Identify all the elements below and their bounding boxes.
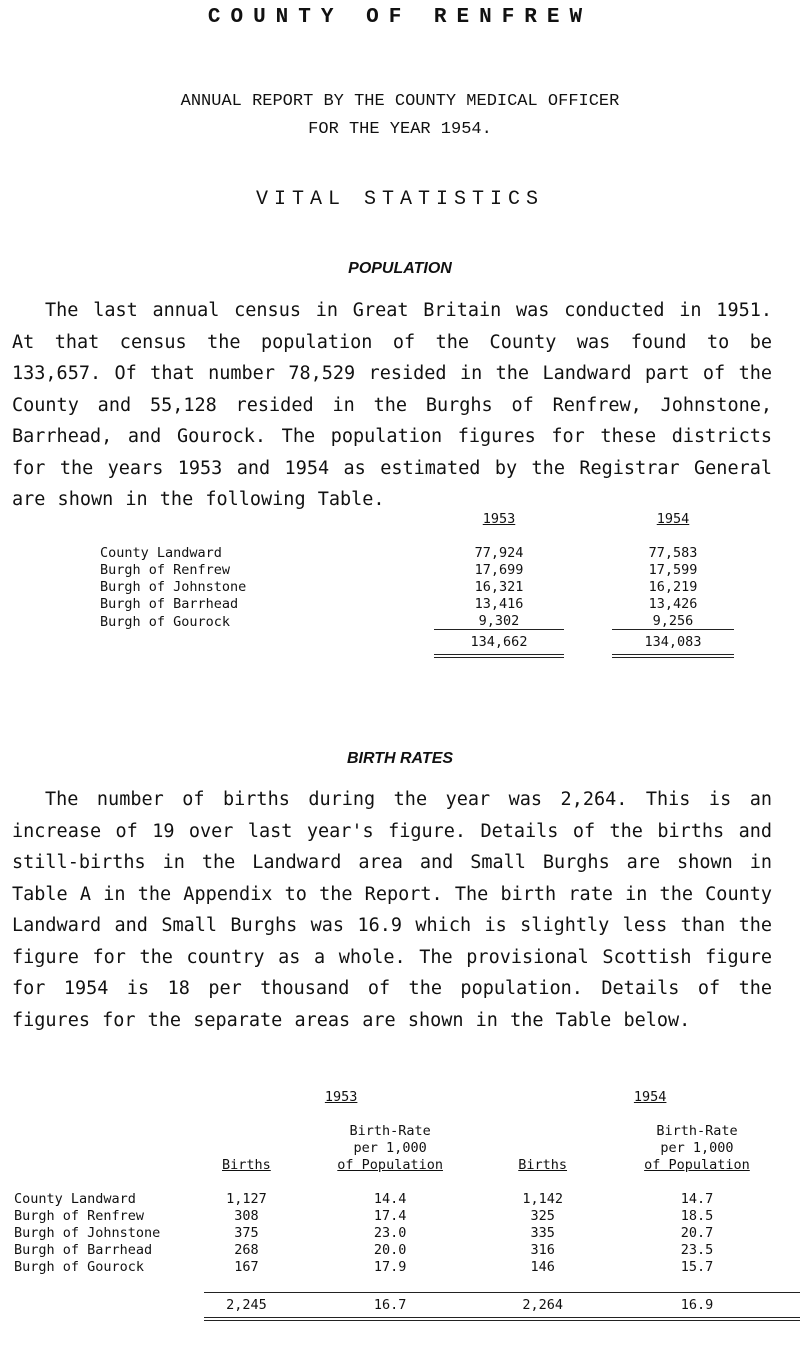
birth-area: Burgh of Johnstone [14, 1225, 161, 1241]
rate-1954: 14.7 [680, 1191, 714, 1207]
rate-1953: 23.0 [373, 1225, 407, 1241]
rate-header-line2-1954: per 1,000 [660, 1140, 734, 1156]
pop-area: County Landward [100, 545, 222, 561]
table-row [100, 595, 734, 612]
rate-1953: 20.0 [373, 1242, 407, 1258]
births-1953: 375 [234, 1225, 259, 1241]
report-title [0, 88, 800, 144]
rate-1953: 14.4 [373, 1191, 407, 1207]
births-1953: 308 [234, 1208, 259, 1224]
rate-header-line1-1953: Birth-Rate [349, 1123, 431, 1139]
population-paragraph: The last annual census in Great Britain was conducted in 1951. At that census the population of the County was found to be 133,657. Of that number 78,529 resided in the Landward part of the County and 55,128 resided in the Burghs of Renfrew, Johnstone, Barrhead, and Gourock. The population figures for these districts for the years 1953 and 1954 as estimated by the Registrar General are shown in the following Table. [12, 300, 772, 510]
birth-area: Burgh of Barrhead [14, 1242, 153, 1258]
table-row [100, 578, 734, 595]
rate-total-1954: 16.9 [594, 1293, 800, 1320]
pop-total-1954: 134,083 [612, 630, 734, 657]
pop-value-1953: 77,924 [474, 545, 524, 561]
pop-value-1954: 16,219 [648, 579, 698, 595]
table-row [14, 1258, 800, 1275]
births-1954: 146 [530, 1259, 555, 1275]
pop-value-1954: 77,583 [648, 545, 698, 561]
table-row [14, 1190, 800, 1207]
pop-area: Burgh of Renfrew [100, 562, 231, 578]
table-row [100, 561, 734, 578]
table-row [14, 1241, 800, 1258]
rate-1953: 17.9 [373, 1259, 407, 1275]
report-title-line2: FOR THE YEAR 1954. [308, 120, 492, 139]
rate-header-line2-1953: per 1,000 [353, 1140, 427, 1156]
births-1953: 268 [234, 1242, 259, 1258]
births-total-1953: 2,245 [204, 1293, 289, 1320]
table-row [14, 1207, 800, 1224]
pop-value-1953: 9,302 [478, 613, 520, 629]
rate-1954: 20.7 [680, 1225, 714, 1241]
pop-value-1953: 13,416 [474, 596, 524, 612]
county-title: COUNTY OF RENFREW [207, 6, 593, 29]
rate-header-line1-1954: Birth-Rate [656, 1123, 738, 1139]
rate-1953: 17.4 [373, 1208, 407, 1224]
birth-rates-heading: BIRTH RATES [346, 750, 454, 767]
pop-value-1954: 13,426 [648, 596, 698, 612]
births-total-1954: 2,264 [491, 1293, 594, 1320]
births-1954: 1,142 [522, 1191, 563, 1207]
births-header-1954: Births [518, 1157, 568, 1173]
pop-value-1953: 17,699 [474, 562, 524, 578]
pop-value-1954: 17,599 [648, 562, 698, 578]
births-1954: 335 [530, 1225, 555, 1241]
pop-value-1954: 9,256 [652, 613, 694, 629]
pop-area: Burgh of Gourock [100, 613, 231, 630]
births-1953: 1,127 [226, 1191, 267, 1207]
report-title-line1: ANNUAL REPORT BY THE COUNTY MEDICAL OFFICER [180, 92, 620, 111]
table-row [100, 612, 734, 630]
rate-1954: 18.5 [680, 1208, 714, 1224]
births-1953: 167 [234, 1259, 259, 1275]
pop-area: Burgh of Barrhead [100, 596, 239, 612]
births-header-1953: Births [222, 1157, 271, 1173]
birth-area: Burgh of Gourock [14, 1259, 145, 1275]
rate-1954: 15.7 [680, 1259, 714, 1275]
pop-area: Burgh of Johnstone [100, 579, 247, 595]
totals-row [14, 1293, 800, 1320]
birth-rates-table [14, 1088, 800, 1321]
pop-value-1953: 16,321 [474, 579, 524, 595]
rate-header-line3-1953: of Population [337, 1157, 443, 1173]
pop-header-1953: 1953 [482, 511, 516, 527]
rate-header-line3-1954: of Population [644, 1157, 750, 1173]
birth-rates-paragraph: The number of births during the year was 2,264. This is an increase of 19 over last year's figure. Details of the births and still-births in the Landward area and Small Burghs are shown in Table A in the Appendix to the Report. The birth rate in the County Landward and Small Burghs was 16.9 which is slightly less than the figure for the country as a whole. The provisional Scottish figure for 1954 is 18 per thousand of the population. Details of the figures for the separate areas are shown in the Table below. [12, 789, 772, 1031]
totals-row [100, 630, 734, 657]
pop-total-1953: 134,662 [434, 630, 564, 657]
population-table [100, 510, 734, 658]
pop-header-1954: 1954 [656, 511, 690, 527]
rate-total-1953: 16.7 [289, 1293, 492, 1320]
births-1954: 316 [530, 1242, 555, 1258]
births-1954: 325 [530, 1208, 555, 1224]
table-row [14, 1224, 800, 1241]
rate-1954: 23.5 [680, 1242, 714, 1258]
birth-area: County Landward [14, 1191, 136, 1207]
birth-header-1954: 1954 [633, 1089, 667, 1105]
birth-header-1953: 1953 [324, 1089, 358, 1105]
birth-area: Burgh of Renfrew [14, 1208, 145, 1224]
table-row [100, 544, 734, 561]
section-title: VITAL STATISTICS [255, 188, 545, 211]
population-heading: POPULATION [348, 260, 452, 277]
